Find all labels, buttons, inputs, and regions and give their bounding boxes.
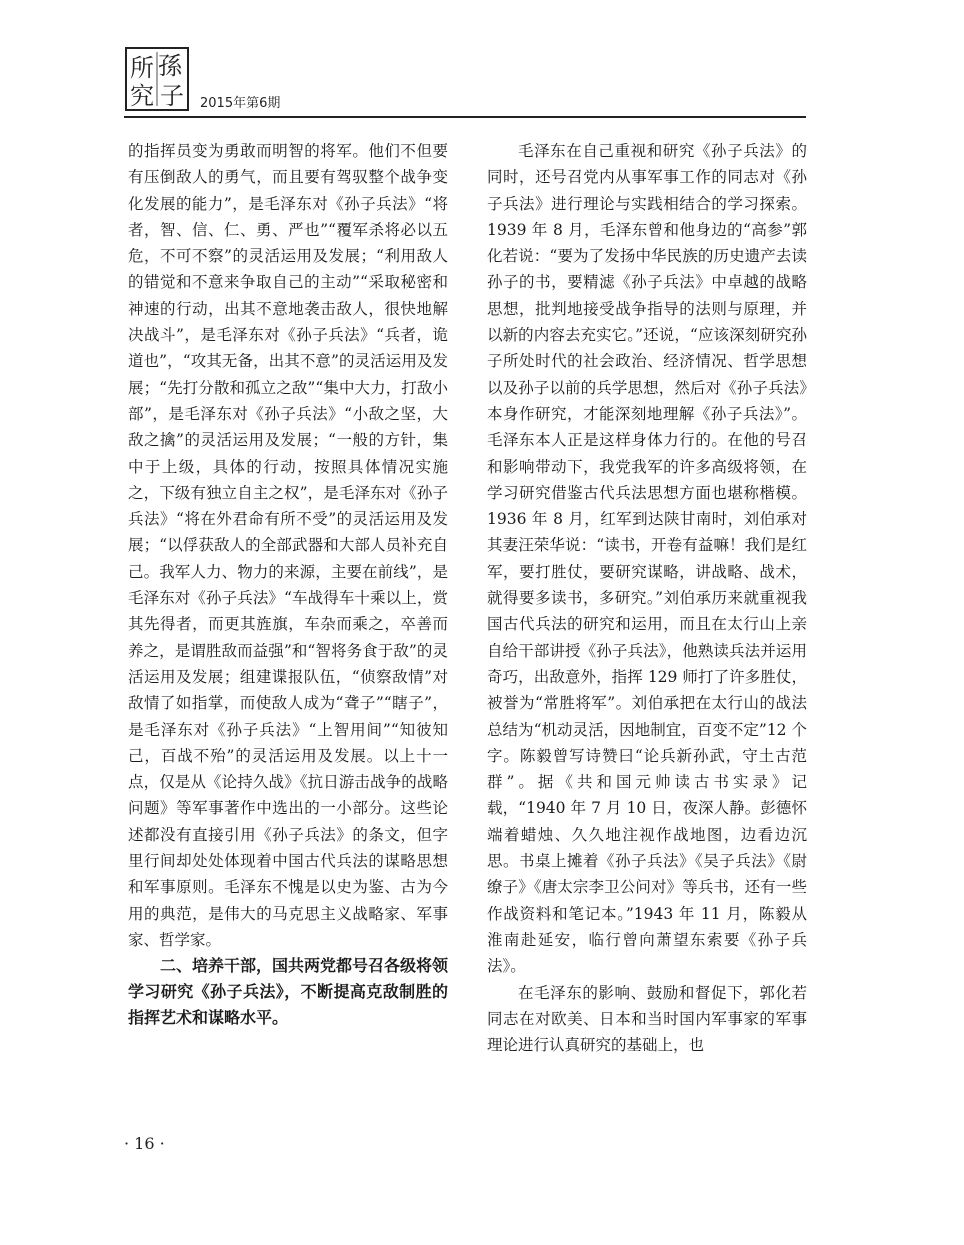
logo-glyph: 孫 [158, 52, 182, 80]
left-paragraph-1: 的指挥员变为勇敢而明智的将军。他们不但要有压倒敌人的勇气，而且要有驾驭整个战争变化发展的能力”，是毛泽东对《孙子兵法》“将者，智、信、仁、勇、严也”“覆军杀将必以五危，不可不察”的灵活运用及发展；“利用敌人的错觉和不意来争取自己的主动”“采取秘密和神速的行动，出其不意地袭击敌人，很快地解决战斗”，是毛泽东对《孙子兵法》“兵者，诡道也”，“攻其无备，出其不意”的灵活运用及发展；“先打分散和孤立之敌”“集中大力，打敌小部”，是毛泽东对《孙子兵法》“小敌之坚，大敌之擒”的灵活运用及发展；“一般的方针，集中于上级，具体的行动，按照具体情况实施之，下级有独立自主之权”，是毛泽东对《孙子兵法》“将在外君命有所不受”的灵活运用及发展；“以俘获敌人的全部武器和大部人员补充自己。我军人力、物力的来源，主要在前线”，是毛泽东对《孙子兵法》“车战得车十乘以上，赏其先得者，而更其旌旗，车杂而乘之，卒善而养之，是谓胜敌而益强”和“智将务食于敌”的灵活运用及发展；组建谍报队伍，“侦察敌情”对敌情了如指掌，而使敌人成为“聋子”“瞎子”，是毛泽东对《孙子兵法》“上智用间”“知彼知己，百战不殆”的灵活运用及发展。以上十一点，仅是从《论持久战》《抗日游击战争的战略问题》等军事著作中选出的一小部分。这些论述都没有直接引用《孙子兵法》的条文，但字里行间却处处体现着中国古代兵法的谋略思想和军事原则。毛泽东不愧是以史为鉴、古为今用的典范，是伟大的马克思主义战略家、军事家、哲学家。 [128, 142, 448, 949]
issue-label: 2015年第6期 [200, 96, 281, 111]
logo-glyph: 所 [130, 54, 154, 82]
logo-glyph: 子 [160, 82, 184, 110]
right-column [487, 138, 807, 1058]
right-paragraph-2: 在毛泽东的影响、鼓励和督促下，郭化若同志在对欧美、日本和当时国内军事家的军事理论进行认真研究的基础上，也 [487, 983, 807, 1055]
logo-glyph: 究 [130, 82, 154, 110]
journal-logo-mark [124, 46, 190, 112]
header-rule [124, 116, 806, 118]
right-paragraph-1: 毛泽东在自己重视和研究《孙子兵法》的同时，还号召党内从事军事工作的同志对《孙子兵法》进行理论与实践相结合的学习探索。1939 年 8 月，毛泽东曾和他身边的“高参”郭化若说：“要为了发扬中华民族的历史遗产去读孙子的书，要精滤《孙子兵法》中卓越的战略思想，批判地接受战争指导的法则与原理，并以新的内容去充实它。”还说，“应该深刻研究孙子所处时代的社会政治、经济情况、哲学思想以及孙子以前的兵学思想，然后对《孙子兵法》本身作研究，才能深刻地理解《孙子兵法》”。毛泽东本人正是这样身体力行的。在他的号召和影响带动下，我党我军的许多高级将领，在学习研究借鉴古代兵法思想方面也堪称楷模。1936 年 8 月，红军到达陕甘南时，刘伯承对其妻汪荣华说：“读书，开卷有益嘛！我们是红军，要打胜仗，要研究谋略，讲战略、战术，就得要多读书，多研究。”刘伯承历来就重视我国古代兵法的研究和运用，而且在太行山上亲自给干部讲授《孙子兵法》，他熟读兵法并运用奇巧，出敌意外，指挥 129 师打了许多胜仗，被誉为“常胜将军”。刘伯承把在太行山的战法总结为“机动灵活，因地制宜，百变不定”12 个字。陈毅曾写诗赞曰“论兵新孙武，守土古范群”。据《共和国元帅读古书实录》记载，“1940 年 7 月 10 日，夜深人静。彭德怀端着蜡烛、久久地注视作战地图，边看边沉思。书桌上摊着《孙子兵法》《吴子兵法》《尉缭子》《唐太宗李卫公问对》等兵书，还有一些作战资料和笔记本。”1943 年 11 月，陈毅从淮南赴延安，临行曾向萧望东索要《孙子兵法》。 [487, 142, 807, 976]
section-heading: 二、培养干部，国共两党都号召各级将领学习研究《孙子兵法》，不断提高克敌制胜的指挥艺术和谋略水平。 [128, 956, 449, 1028]
page-number: · 16 · [124, 1134, 165, 1153]
left-column [128, 138, 448, 1031]
journal-logo [124, 46, 190, 112]
